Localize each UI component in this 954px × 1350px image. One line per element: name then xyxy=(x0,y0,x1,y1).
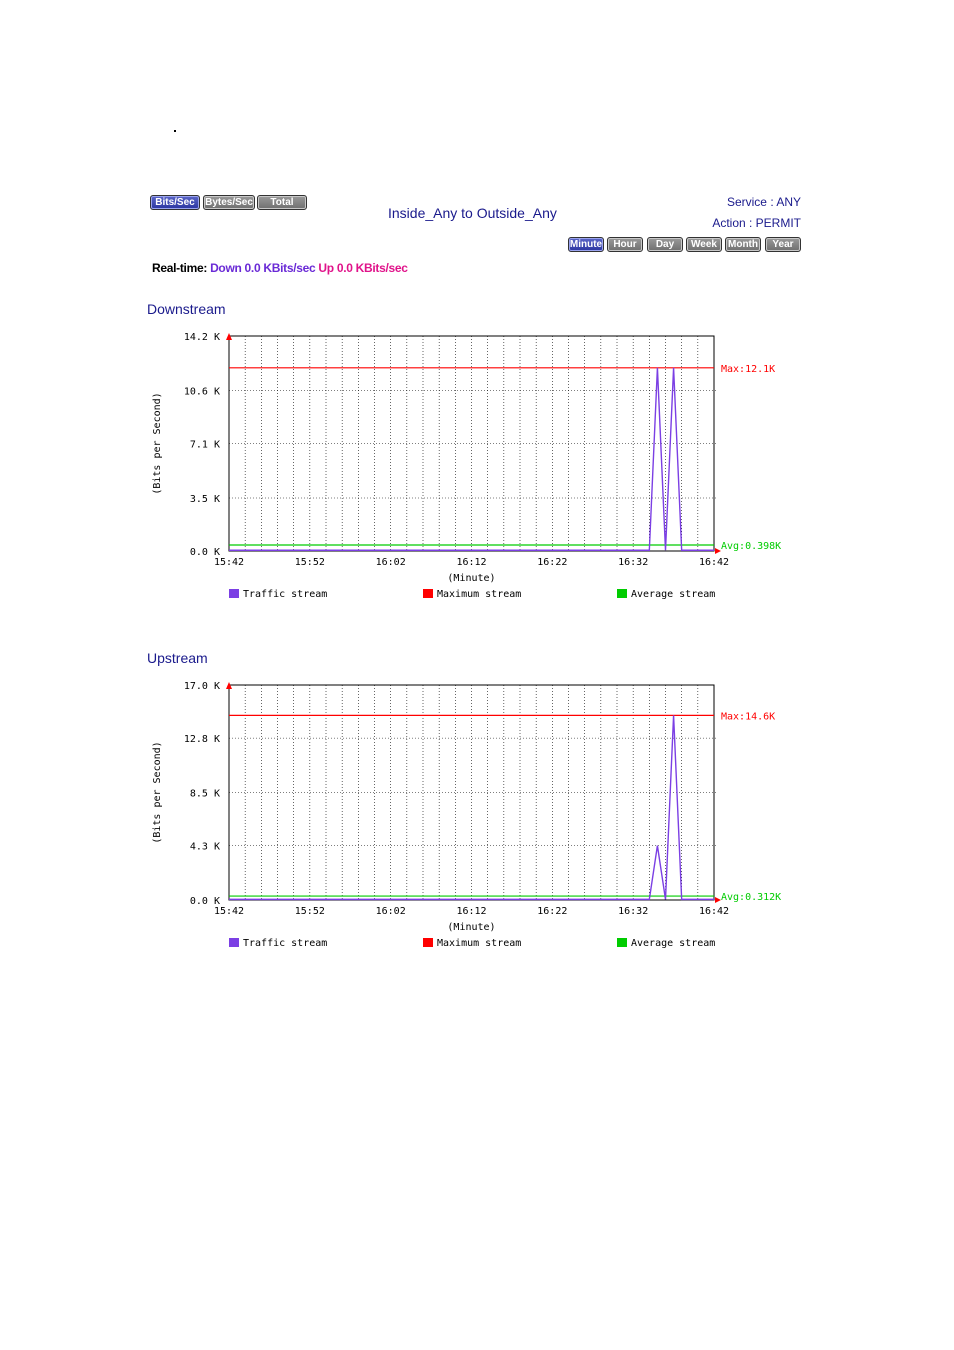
legend-label: Traffic stream xyxy=(243,589,328,600)
x-tick-label: 16:12 xyxy=(456,906,487,917)
y-tick-label: 10.6 K xyxy=(183,386,220,398)
y-tick-label: 17.0 K xyxy=(183,681,220,692)
stray-dot xyxy=(174,130,176,132)
downstream-title: Downstream xyxy=(147,301,226,317)
legend-swatch xyxy=(617,589,627,598)
service-label: Service : ANY xyxy=(726,195,801,209)
upstream-title: Upstream xyxy=(147,650,208,666)
bytes-per-sec-button[interactable]: Bytes/Sec xyxy=(203,195,255,210)
y-tick-label: 0.0 K xyxy=(189,547,220,558)
month-button[interactable]: Month xyxy=(725,237,761,252)
legend-label: Traffic stream xyxy=(243,938,328,949)
year-button[interactable]: Year xyxy=(765,237,801,252)
y-axis-label: (Bits per Second) xyxy=(152,392,163,495)
x-tick-label: 15:42 xyxy=(213,557,245,568)
legend-swatch xyxy=(229,589,239,598)
x-tick-label: 16:42 xyxy=(698,906,730,917)
x-tick-label: 16:22 xyxy=(537,906,568,917)
legend-swatch xyxy=(423,938,433,947)
x-axis-label: (Minute) xyxy=(447,573,496,584)
y-tick-label: 0.0 K xyxy=(189,896,220,907)
week-button[interactable]: Week xyxy=(686,237,722,252)
realtime-up: Up 0.0 KBits/sec xyxy=(318,261,408,275)
legend-swatch xyxy=(423,589,433,598)
realtime-status xyxy=(152,261,408,275)
x-axis-label: (Minute) xyxy=(447,922,496,933)
avg-label: Avg:0.312K xyxy=(721,892,782,904)
max-label: Max:12.1K xyxy=(721,363,776,375)
upstream-chart xyxy=(140,674,820,964)
day-button[interactable]: Day xyxy=(647,237,683,252)
x-tick-label: 15:52 xyxy=(294,906,325,917)
y-tick-label: 7.1 K xyxy=(189,439,220,451)
x-tick-label: 16:02 xyxy=(375,906,406,917)
realtime-down: Down 0.0 KBits/sec xyxy=(210,261,316,275)
y-tick-label: 3.5 K xyxy=(189,494,220,506)
avg-label: Avg:0.398K xyxy=(721,540,782,552)
x-tick-label: 16:32 xyxy=(618,906,649,917)
total-button[interactable]: Total xyxy=(257,195,307,210)
legend-label: Maximum stream xyxy=(437,938,522,949)
y-tick-label: 8.5 K xyxy=(189,788,220,800)
legend-label: Average stream xyxy=(631,938,716,949)
x-tick-label: 16:12 xyxy=(456,557,487,568)
x-tick-label: 15:42 xyxy=(213,906,245,917)
y-axis-label: (Bits per Second) xyxy=(152,741,163,844)
x-tick-label: 16:22 xyxy=(537,557,568,568)
downstream-chart xyxy=(140,325,820,615)
hour-button[interactable]: Hour xyxy=(607,237,643,252)
y-tick-label: 4.3 K xyxy=(189,841,220,853)
max-label: Max:14.6K xyxy=(721,711,776,723)
x-tick-label: 16:32 xyxy=(618,557,649,568)
action-label: Action : PERMIT xyxy=(712,216,801,230)
x-tick-label: 16:42 xyxy=(698,557,730,568)
realtime-label: Real-time: xyxy=(152,261,208,275)
y-tick-label: 14.2 K xyxy=(183,332,220,343)
legend-swatch xyxy=(617,938,627,947)
legend-label: Maximum stream xyxy=(437,589,522,600)
bits-per-sec-button[interactable]: Bits/Sec xyxy=(150,195,200,210)
legend-swatch xyxy=(229,938,239,947)
x-tick-label: 15:52 xyxy=(294,557,325,568)
x-tick-label: 16:02 xyxy=(375,557,406,568)
page-title: Inside_Any to Outside_Any xyxy=(388,205,557,221)
legend-label: Average stream xyxy=(631,589,716,600)
y-tick-label: 12.8 K xyxy=(183,734,220,746)
minute-button[interactable]: Minute xyxy=(569,239,603,250)
